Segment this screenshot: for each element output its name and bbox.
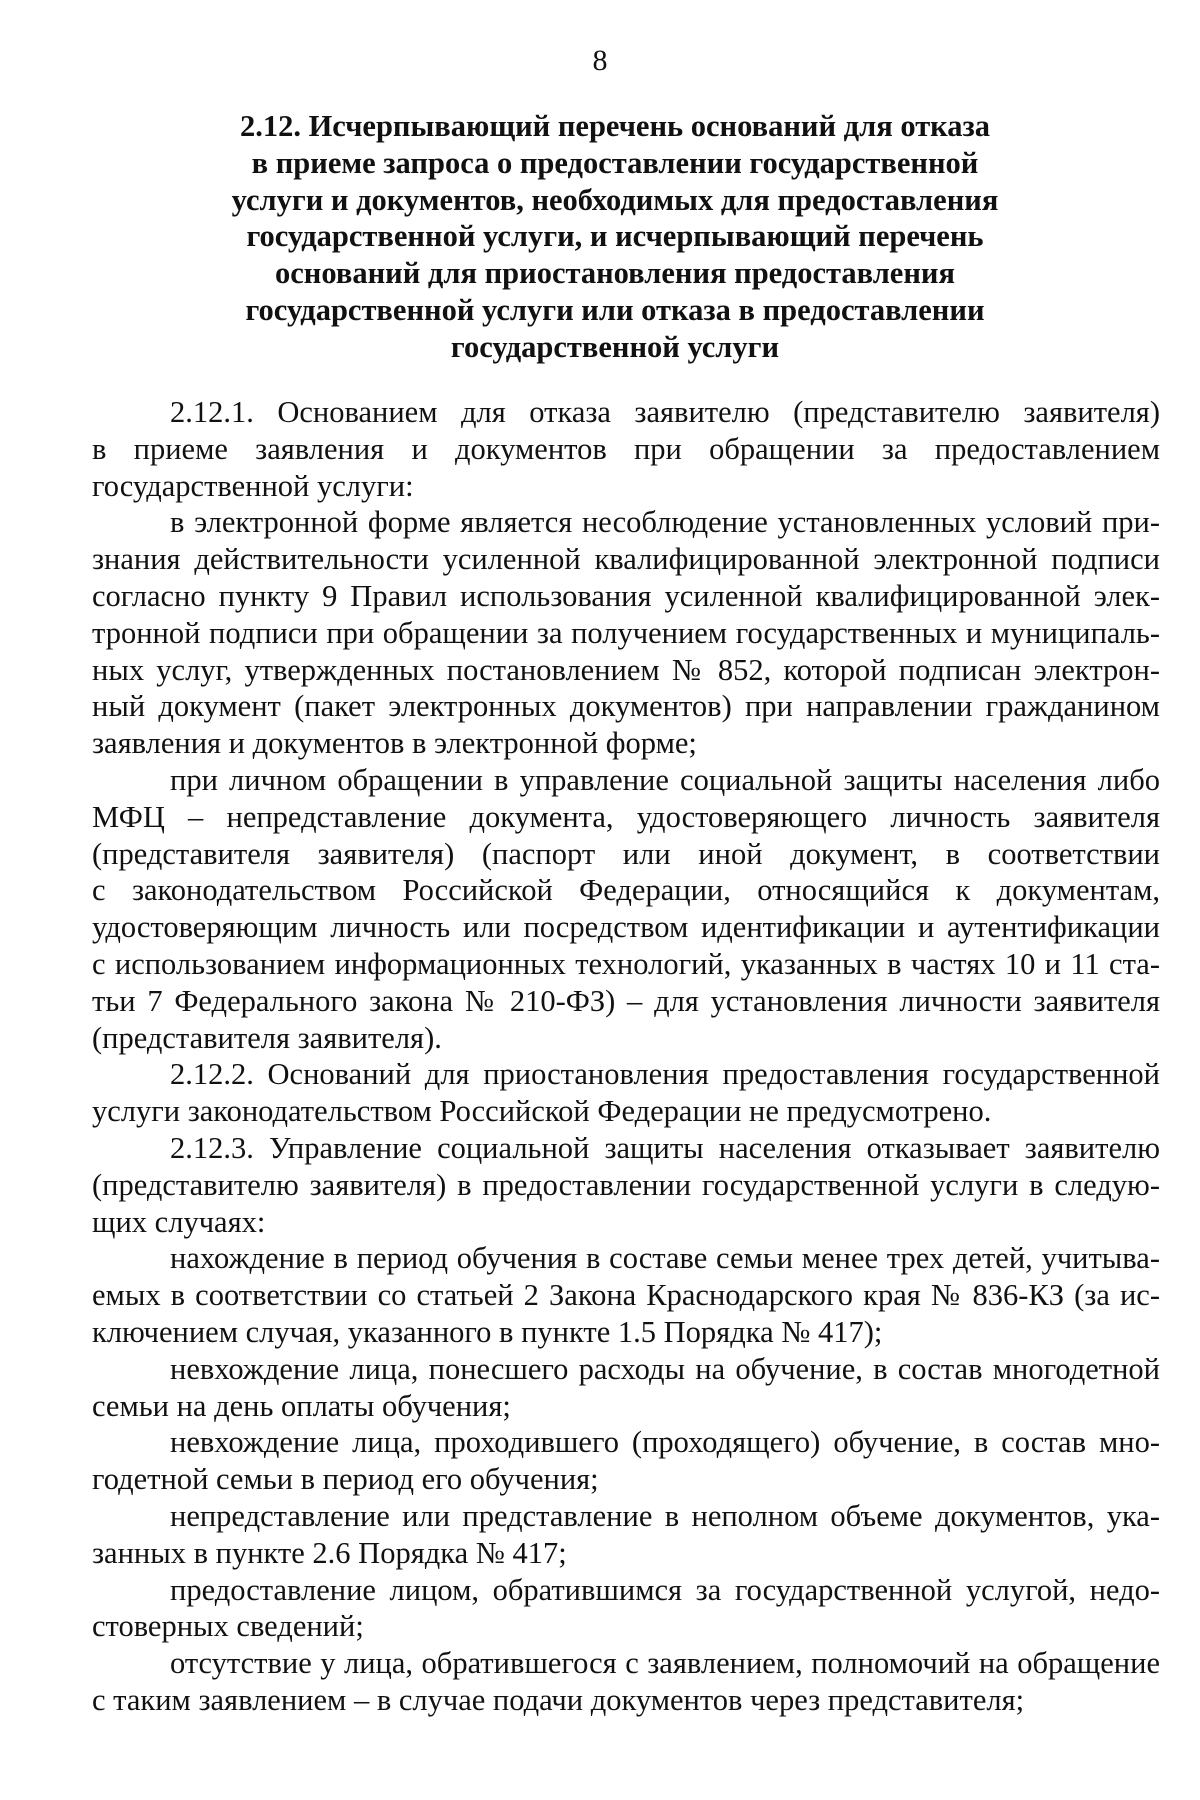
heading-line: государственной услуги или отказа в предоставлении xyxy=(245,292,985,327)
heading-line: 2.12. Исчерпывающий перечень оснований для отказа xyxy=(239,109,991,143)
body-line: занных в пункте 2.6 Порядка № 417; xyxy=(92,1535,567,1570)
heading-line: государственной услуги xyxy=(450,329,780,364)
body-line: знания действительности усиленной квалифицированной электронной подписи xyxy=(92,542,1160,577)
body-line: нахождение в период обучения в составе семьи менее трех детей, учитыва- xyxy=(170,1241,1160,1276)
body-line: стоверных сведений; xyxy=(92,1609,364,1644)
body-line: удостоверяющим личность или посредством идентификации и аутентификации xyxy=(92,910,1160,945)
body-line: 2.12.3. Управление социальной защиты населения отказывает заявителю xyxy=(170,1130,1160,1165)
body-line: при личном обращении в управление социальной защиты населения либо xyxy=(170,762,1160,797)
page-number: 8 xyxy=(592,44,608,77)
body-line: с таким заявлением – в случае подачи документов через представителя; xyxy=(92,1682,1025,1717)
heading-line: оснований для приостановления предоставления xyxy=(275,256,955,291)
body-line: (представителю заявителя) в предоставлении государственной услуги в следую- xyxy=(92,1167,1160,1202)
body-line: ных услуг, утвержденных постановлением № 852, которой подписан электрон- xyxy=(92,652,1160,687)
body-line: заявления и документов в электронной форме; xyxy=(92,726,697,761)
heading-line: услуги и документов, необходимых для предоставления xyxy=(231,182,999,217)
body-line: государственной услуги: xyxy=(92,468,414,503)
body-line: 2.12.1. Основанием для отказа заявителю (представителю заявителя) xyxy=(170,395,1160,429)
body-line: непредставление или представление в неполном объеме документов, ука- xyxy=(170,1498,1160,1533)
body-line: ключением случая, указанного в пункте 1.5 Порядка № 417); xyxy=(92,1314,883,1349)
body-line: с использованием информационных технологий, указанных в частях 10 и 11 ста- xyxy=(92,946,1160,981)
section-heading xyxy=(200,108,1030,366)
body-line: отсутствие у лица, обратившегося с заявлением, полномочий на обращение xyxy=(170,1646,1160,1681)
body-line: в приеме заявления и документов при обращении за предоставлением xyxy=(92,431,1160,466)
body-line: невхождение лица, проходившего (проходящего) обучение, в состав мно- xyxy=(170,1425,1160,1460)
body-line: согласно пункту 9 Правил использования усиленной квалифицированной элек- xyxy=(92,578,1160,613)
body-line: емых в соответствии со статьей 2 Закона Краснодарского края № 836-КЗ (за ис- xyxy=(92,1278,1160,1313)
body-line: семьи на день оплаты обучения; xyxy=(92,1388,511,1423)
body-line: годетной семьи в период его обучения; xyxy=(92,1462,599,1497)
body-text xyxy=(92,394,1160,1719)
heading-line: в приеме запроса о предоставлении государственной xyxy=(251,145,979,180)
body-line: предоставление лицом, обратившимся за государственной услугой, недо- xyxy=(170,1572,1160,1607)
heading-line: государственной услуги, и исчерпывающий перечень xyxy=(246,219,984,254)
body-line: щих случаях: xyxy=(92,1204,266,1239)
body-line: 2.12.2. Оснований для приостановления предоставления государственной xyxy=(170,1057,1160,1092)
body-line: тронной подписи при обращении за получением государственных и муниципаль- xyxy=(92,615,1160,650)
body-line: невхождение лица, понесшего расходы на обучение, в состав многодетной xyxy=(170,1351,1160,1386)
body-line: ный документ (пакет электронных документов) при направлении гражданином xyxy=(92,689,1160,724)
body-line: тьи 7 Федерального закона № 210-ФЗ) – для установления личности заявителя xyxy=(92,983,1160,1018)
body-line: МФЦ – непредставление документа, удостоверяющего личность заявителя xyxy=(92,799,1160,834)
body-line: (представителя заявителя) (паспорт или иной документ, в соответствии xyxy=(92,836,1160,871)
body-line: (представителя заявителя). xyxy=(92,1020,442,1055)
body-line: услуги законодательством Российской Федерации не предусмотрено. xyxy=(92,1094,992,1129)
body-line: с законодательством Российской Федерации, относящийся к документам, xyxy=(92,873,1160,908)
body-line: в электронной форме является несоблюдение установленных условий при- xyxy=(170,505,1160,540)
